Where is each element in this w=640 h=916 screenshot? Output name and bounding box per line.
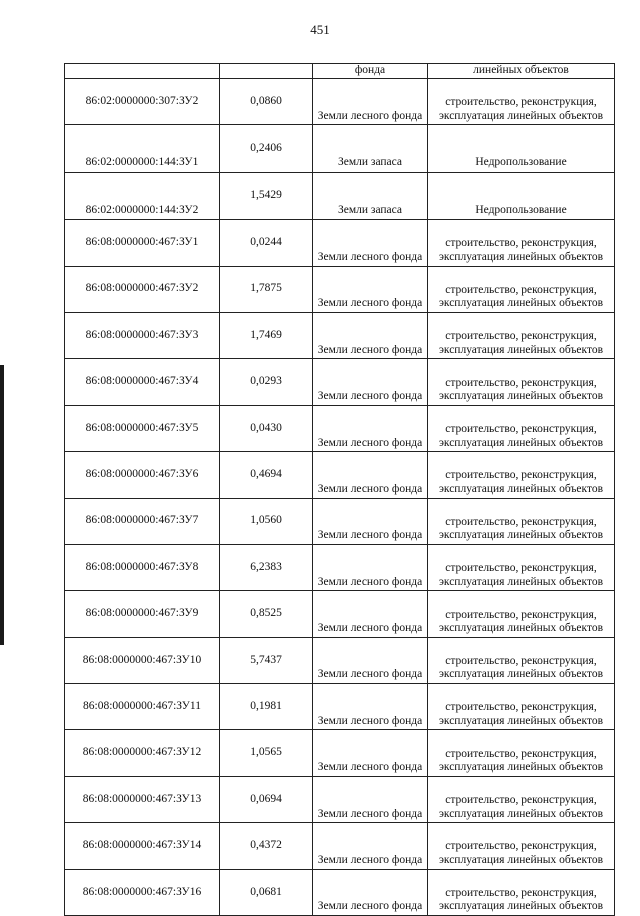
permitted-use-cell: строительство, реконструкция, эксплуатация линейных объектов bbox=[428, 452, 615, 498]
area-cell: 0,4372 bbox=[220, 823, 313, 869]
area-cell: 1,0565 bbox=[220, 730, 313, 776]
table-row bbox=[65, 125, 615, 172]
permitted-use-cell: строительство, реконструкция, эксплуатация линейных объектов bbox=[428, 776, 615, 822]
area-cell: 1,0560 bbox=[220, 498, 313, 544]
table-row bbox=[65, 312, 615, 358]
permitted-use-cell: Недропользование bbox=[428, 125, 615, 172]
table-row bbox=[65, 220, 615, 266]
permitted-use-cell: строительство, реконструкция, эксплуатация линейных объектов bbox=[428, 544, 615, 590]
permitted-use-cell: строительство, реконструкция, эксплуатация линейных объектов bbox=[428, 266, 615, 312]
table-row bbox=[65, 684, 615, 730]
cadastral-id-cell: 86:08:0000000:467:ЗУ12 bbox=[65, 730, 220, 776]
area-cell: 6,2383 bbox=[220, 544, 313, 590]
cadastral-id-cell: 86:08:0000000:467:ЗУ6 bbox=[65, 452, 220, 498]
land-category-cell: Земли лесного фонда bbox=[313, 266, 428, 312]
area-cell: 0,2406 bbox=[220, 125, 313, 172]
area-cell: 0,4694 bbox=[220, 452, 313, 498]
cadastral-id-cell bbox=[65, 64, 220, 79]
area-cell: 0,0694 bbox=[220, 776, 313, 822]
permitted-use-cell: строительство, реконструкция, эксплуатация линейных объектов bbox=[428, 730, 615, 776]
area-cell: 1,5429 bbox=[220, 172, 313, 219]
permitted-use-cell: строительство, реконструкция, эксплуатация линейных объектов bbox=[428, 359, 615, 405]
land-category-cell: Земли лесного фонда bbox=[313, 498, 428, 544]
cadastral-id-cell: 86:08:0000000:467:ЗУ11 bbox=[65, 684, 220, 730]
cadastral-id-cell: 86:08:0000000:467:ЗУ14 bbox=[65, 823, 220, 869]
area-cell: 0,0860 bbox=[220, 79, 313, 125]
area-cell: 1,7875 bbox=[220, 266, 313, 312]
land-category-cell: Земли лесного фонда bbox=[313, 637, 428, 683]
table-row bbox=[65, 637, 615, 683]
land-category-cell: Земли лесного фонда bbox=[313, 405, 428, 451]
cadastral-id-cell: 86:08:0000000:467:ЗУ3 bbox=[65, 312, 220, 358]
permitted-use-cell: строительство, реконструкция, эксплуатация линейных объектов bbox=[428, 869, 615, 915]
cadastral-id-cell: 86:08:0000000:467:ЗУ1 bbox=[65, 220, 220, 266]
land-category-cell: фонда bbox=[313, 64, 428, 79]
cadastral-id-cell: 86:02:0000000:144:ЗУ1 bbox=[65, 125, 220, 172]
table-row bbox=[65, 776, 615, 822]
table-row bbox=[65, 452, 615, 498]
cadastral-id-cell: 86:02:0000000:307:ЗУ2 bbox=[65, 79, 220, 125]
table-row bbox=[65, 591, 615, 637]
land-category-cell: Земли лесного фонда bbox=[313, 79, 428, 125]
table-row bbox=[65, 823, 615, 869]
permitted-use-cell: Недропользование bbox=[428, 172, 615, 219]
permitted-use-cell: строительство, реконструкция, эксплуатация линейных объектов bbox=[428, 498, 615, 544]
cadastral-id-cell: 86:08:0000000:467:ЗУ10 bbox=[65, 637, 220, 683]
area-cell: 0,1981 bbox=[220, 684, 313, 730]
permitted-use-cell: строительство, реконструкция, эксплуатация линейных объектов bbox=[428, 405, 615, 451]
land-category-cell: Земли запаса bbox=[313, 172, 428, 219]
cadastral-id-cell: 86:08:0000000:467:ЗУ4 bbox=[65, 359, 220, 405]
permitted-use-cell: строительство, реконструкция, эксплуатация линейных объектов bbox=[428, 591, 615, 637]
table-row-continued bbox=[65, 64, 615, 79]
land-category-cell: Земли лесного фонда bbox=[313, 220, 428, 266]
table-row bbox=[65, 266, 615, 312]
table-row bbox=[65, 730, 615, 776]
area-cell bbox=[220, 64, 313, 79]
land-category-cell: Земли лесного фонда bbox=[313, 359, 428, 405]
cadastral-id-cell: 86:08:0000000:467:ЗУ5 bbox=[65, 405, 220, 451]
table-row bbox=[65, 544, 615, 590]
area-cell: 0,0293 bbox=[220, 359, 313, 405]
area-cell: 0,0430 bbox=[220, 405, 313, 451]
table-row bbox=[65, 172, 615, 219]
land-category-cell: Земли лесного фонда bbox=[313, 869, 428, 915]
land-category-cell: Земли запаса bbox=[313, 125, 428, 172]
scan-edge-mark bbox=[0, 365, 4, 645]
area-cell: 0,0244 bbox=[220, 220, 313, 266]
permitted-use-cell: строительство, реконструкция, эксплуатация линейных объектов bbox=[428, 684, 615, 730]
land-category-cell: Земли лесного фонда bbox=[313, 684, 428, 730]
cadastral-id-cell: 86:08:0000000:467:ЗУ8 bbox=[65, 544, 220, 590]
land-category-cell: Земли лесного фонда bbox=[313, 452, 428, 498]
land-category-cell: Земли лесного фонда bbox=[313, 312, 428, 358]
land-category-cell: Земли лесного фонда bbox=[313, 776, 428, 822]
table-row bbox=[65, 498, 615, 544]
cadastral-id-cell: 86:08:0000000:467:ЗУ13 bbox=[65, 776, 220, 822]
table-row bbox=[65, 869, 615, 915]
land-category-cell: Земли лесного фонда bbox=[313, 823, 428, 869]
table-row bbox=[65, 405, 615, 451]
cadastral-id-cell: 86:08:0000000:467:ЗУ2 bbox=[65, 266, 220, 312]
land-category-cell: Земли лесного фонда bbox=[313, 544, 428, 590]
permitted-use-cell: строительство, реконструкция, эксплуатация линейных объектов bbox=[428, 79, 615, 125]
permitted-use-cell: строительство, реконструкция, эксплуатация линейных объектов bbox=[428, 637, 615, 683]
permitted-use-cell: линейных объектов bbox=[428, 64, 615, 79]
table-row bbox=[65, 79, 615, 125]
area-cell: 1,7469 bbox=[220, 312, 313, 358]
cadastral-id-cell: 86:08:0000000:467:ЗУ7 bbox=[65, 498, 220, 544]
area-cell: 0,8525 bbox=[220, 591, 313, 637]
land-category-cell: Земли лесного фонда bbox=[313, 591, 428, 637]
permitted-use-cell: строительство, реконструкция, эксплуатация линейных объектов bbox=[428, 823, 615, 869]
page-number: 451 bbox=[310, 22, 330, 37]
area-cell: 0,0681 bbox=[220, 869, 313, 915]
table-row bbox=[65, 359, 615, 405]
area-cell: 5,7437 bbox=[220, 637, 313, 683]
cadastral-id-cell: 86:08:0000000:467:ЗУ9 bbox=[65, 591, 220, 637]
cadastral-id-cell: 86:02:0000000:144:ЗУ2 bbox=[65, 172, 220, 219]
permitted-use-cell: строительство, реконструкция, эксплуатация линейных объектов bbox=[428, 220, 615, 266]
land-category-cell: Земли лесного фонда bbox=[313, 730, 428, 776]
permitted-use-cell: строительство, реконструкция, эксплуатация линейных объектов bbox=[428, 312, 615, 358]
cadastral-id-cell: 86:08:0000000:467:ЗУ16 bbox=[65, 869, 220, 915]
land-plots-table bbox=[64, 63, 615, 916]
